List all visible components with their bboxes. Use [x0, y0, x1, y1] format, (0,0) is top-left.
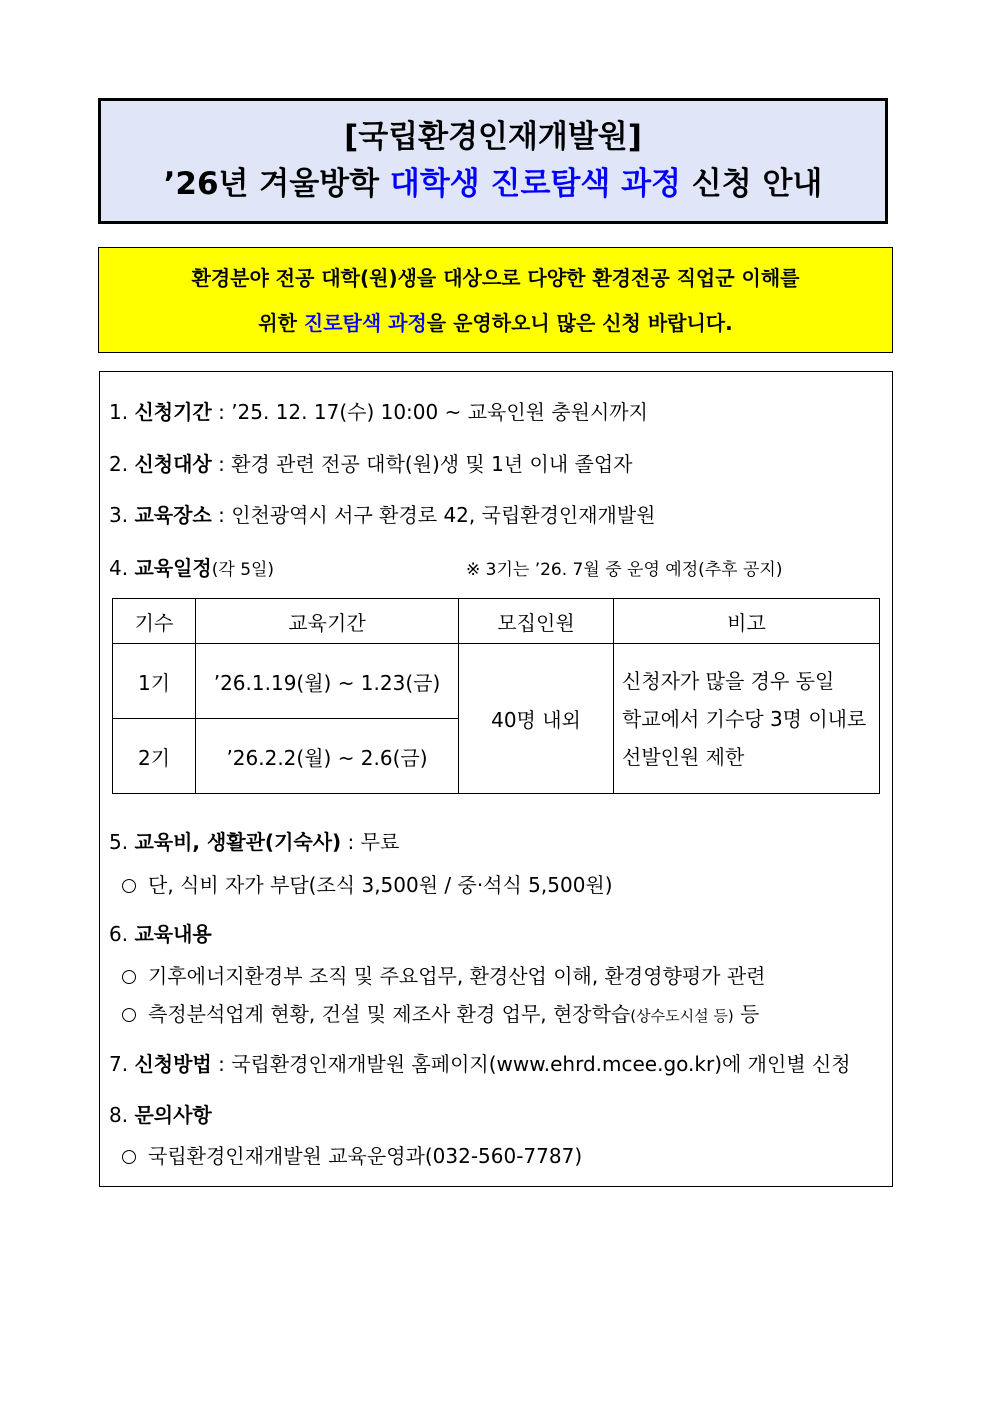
content-detail-1: 기후에너지환경부 조직 및 주요업무, 환경산업 이해, 환경영향평가 관련	[122, 960, 766, 989]
content-detail-2: 측정분석업계 현황, 건설 및 제조사 환경 업무, 현장학습(상수도시설 등) 등	[122, 998, 759, 1027]
circle-bullet-icon	[122, 879, 136, 893]
item-schedule: 4. 교육일정(각 5일)	[109, 556, 275, 580]
intro-highlight: 진로탐색 과정	[303, 311, 427, 335]
table-header-row: 기수 교육기간 모집인원 비고	[113, 599, 880, 644]
item-fees: 5. 교육비, 생활관(기숙사) : 무료	[109, 830, 400, 854]
schedule-note: ※ 3기는 ’26. 7월 중 운영 예정(추후 공지)	[466, 560, 783, 580]
title-box	[98, 98, 888, 224]
title-main: ’26년 겨울방학 대학생 진로탐색 과정 신청 안내	[163, 166, 823, 202]
circle-bullet-icon	[122, 1150, 136, 1164]
intro-box: 환경분야 전공 대학(원)생을 대상으로 다양한 환경전공 직업군 이해를 위한 진로탐색 과정을 운영하오니 많은 신청 바랍니다.	[98, 247, 893, 353]
details-box	[99, 371, 893, 1187]
capacity-cell: 40명 내외	[459, 644, 614, 794]
item-application-period: 1. 신청기간 : ’25. 12. 17(수) 10:00 ~ 교육인원 충원시까지	[109, 400, 648, 424]
contact-detail: 국립환경인재개발원 교육운영과(032-560-7787)	[122, 1140, 582, 1169]
item-inquiries: 8. 문의사항	[109, 1103, 212, 1127]
schedule-table	[112, 598, 880, 794]
item-application-method: 7. 신청방법 : 국립환경인재개발원 홈페이지(www.ehrd.mcee.go.kr)에 개인별 신청	[109, 1052, 851, 1076]
table-row: 1기 ’26.1.19(월) ~ 1.23(금) 40명 내외 신청자가 많을 경우 동일 학교에서 기수당 3명 이내로 선발인원 제한	[113, 644, 880, 719]
circle-bullet-icon	[122, 1008, 136, 1022]
title-organization: [국립환경인재개발원]	[344, 119, 642, 155]
table-row: 2기 ’26.2.2(월) ~ 2.6(금)	[113, 719, 880, 794]
item-eligibility: 2. 신청대상 : 환경 관련 전공 대학(원)생 및 1년 이내 졸업자	[109, 452, 633, 476]
remarks-cell: 신청자가 많을 경우 동일 학교에서 기수당 3명 이내로 선발인원 제한	[614, 644, 880, 794]
fee-detail: 단, 식비 자가 부담(조식 3,500원 / 중·석식 5,500원)	[122, 869, 613, 898]
item-location: 3. 교육장소 : 인천광역시 서구 환경로 42, 국립환경인재개발원	[109, 503, 656, 527]
item-content: 6. 교육내용	[109, 922, 212, 946]
title-highlight: 대학생 진로탐색 과정	[389, 166, 681, 202]
circle-bullet-icon	[122, 970, 136, 984]
